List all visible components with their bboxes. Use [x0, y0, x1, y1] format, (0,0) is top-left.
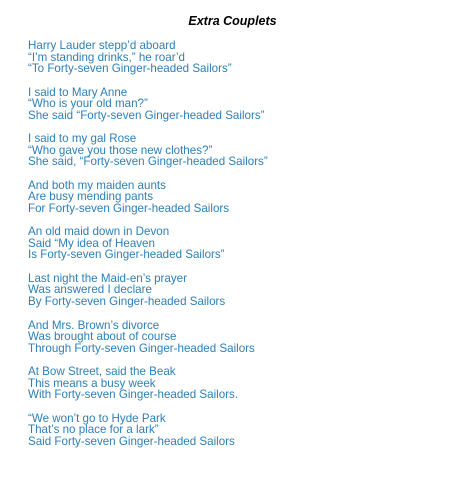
stanza-9	[28, 413, 458, 448]
verse-line: “I’m standing drinks,” he roar’d	[28, 50, 186, 64]
verse-line: And both my maiden aunts	[28, 178, 166, 192]
verse-line: Said Forty-seven Ginger-headed Sailors	[28, 434, 235, 448]
stanza-4	[28, 180, 458, 215]
verse-line: For Forty-seven Ginger-headed Sailors	[28, 201, 230, 215]
page-title: Extra Couplets	[188, 14, 277, 28]
verse-line: Are busy mending pants	[28, 190, 154, 204]
verse-line: She said, “Forty-seven Ginger-headed Sailors”	[28, 155, 268, 169]
verse-line: And Mrs. Brown’s divorce	[28, 318, 160, 332]
stanza-6	[28, 273, 458, 308]
verse-line: By Forty-seven Ginger-headed Sailors	[28, 294, 226, 308]
verse-line: At Bow Street, said the Beak	[28, 365, 176, 379]
verse-line: Is Forty-seven Ginger-headed Sailors”	[28, 248, 225, 262]
stanza-2	[28, 87, 458, 122]
stanza-7	[28, 320, 458, 355]
verse-line: Last night the Maid-en’s prayer	[28, 271, 187, 285]
verse-line: I said to my gal Rose	[28, 132, 137, 146]
verse-line: An old maid down in Devon	[28, 225, 170, 239]
verse-list	[28, 40, 458, 459]
stanza-3	[28, 133, 458, 168]
verse-line: Said “My idea of Heaven	[28, 236, 155, 250]
stanza-1	[28, 40, 458, 75]
verse-line: “Who gave you those new clothes?”	[28, 143, 213, 157]
stanza-5	[28, 226, 458, 261]
verse-line: She said “Forty-seven Ginger-headed Sailors”	[28, 108, 265, 122]
verse-line: With Forty-seven Ginger-headed Sailors.	[28, 388, 239, 402]
verse-line: This means a busy week	[28, 376, 156, 390]
verse-line: I said to Mary Anne	[28, 85, 128, 99]
verse-line: “We won’t go to Hyde Park	[28, 411, 166, 425]
verse-line: That’s no place for a lark”	[28, 423, 159, 437]
verse-line: Harry Lauder stepp’d aboard	[28, 39, 176, 52]
verse-line: Was answered I declare	[28, 283, 152, 297]
verse-line: Was brought about of course	[28, 330, 177, 344]
verse-line: “To Forty-seven Ginger-headed Sailors”	[28, 62, 232, 75]
verse-line: “Who is your old man?”	[28, 97, 148, 111]
stanza-8	[28, 366, 458, 401]
verse-line: Through Forty-seven Ginger-headed Sailors	[28, 341, 255, 355]
